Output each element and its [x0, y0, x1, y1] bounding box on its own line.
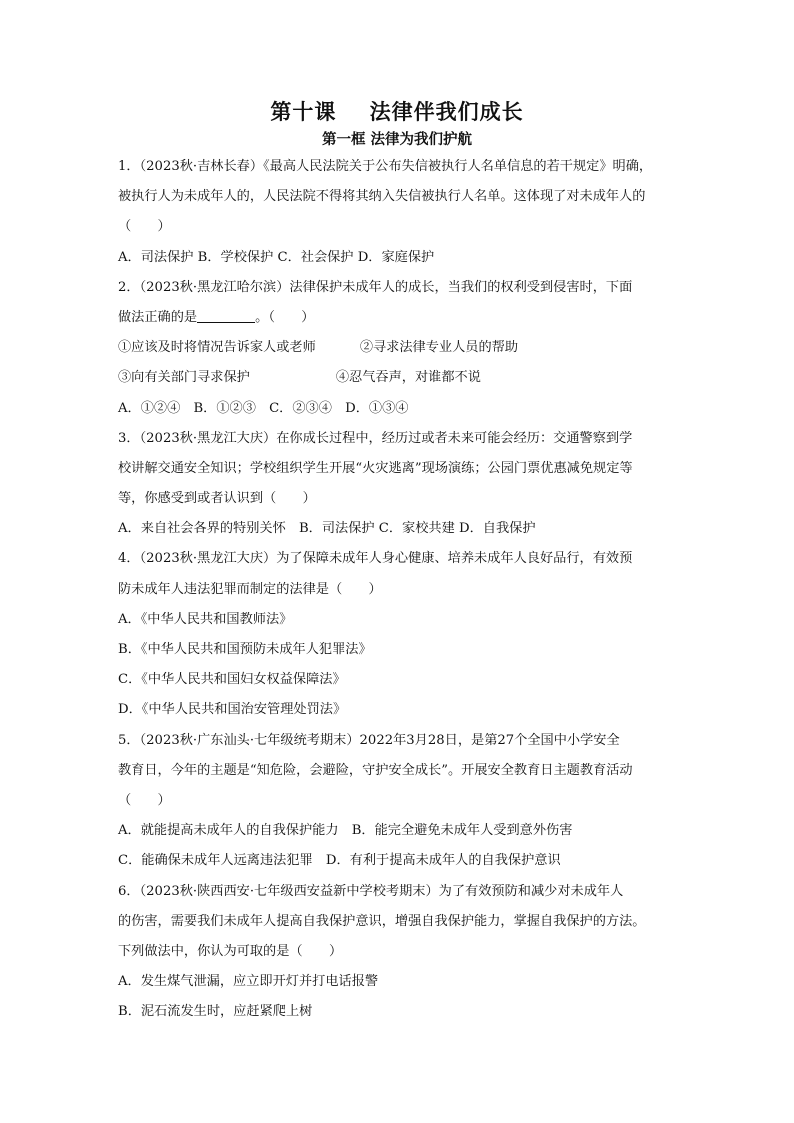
- section-subtitle: 第一框 法律为我们护航: [321, 131, 473, 148]
- question-4: [118, 544, 690, 725]
- question-stem-line: 校讲解交通安全知识；学校组织学生开展“火灾逃离”现场演练；公园门票优惠减免规定等: [118, 460, 633, 476]
- question-list: [118, 152, 690, 1027]
- question-stem-line: （ ）: [118, 792, 171, 808]
- question-options: A．①②④ B．①②③ C．②③④ D．①③④: [118, 400, 409, 416]
- question-option: A．就能提高未成年人的自我保护能力 B．能完全避免未成年人受到意外伤害: [118, 823, 573, 839]
- question-stem-line: 5．（2023秋·广东汕头·七年级统考期末）2022年3月28日，是第27个全国中小学安全: [118, 732, 620, 748]
- question-stem-line: 3．（2023秋·黑龙江大庆）在你成长过程中，经历过或者未来可能会经历：交通警察到学: [118, 430, 633, 446]
- question-stem-line: 1．（2023秋·吉林长春）《最高人民法院关于公布失信被执行人名单信息的若干规定》明确，: [118, 159, 653, 174]
- question-stem-line: 4．（2023秋·黑龙江大庆）为了保障未成年人身心健康、培养未成年人良好品行，有效预: [118, 551, 633, 567]
- lesson-title: 第十课 法律伴我们成长: [270, 99, 524, 124]
- choice-items-row: [118, 333, 690, 363]
- stem-text: 。（ ）: [255, 309, 315, 325]
- question-stem-line: 下列做法中，你认为可取的是（ ）: [118, 943, 343, 959]
- question-5: [118, 726, 690, 877]
- question-options: A．来自社会各界的特别关怀 B．司法保护 C．家校共建 D．自我保护: [118, 521, 536, 537]
- question-stem-line: 防未成年人违法犯罪而制定的法律是（ ）: [118, 581, 382, 597]
- question-option: B．《中华人民共和国预防未成年人犯罪法》: [118, 642, 372, 657]
- question-6: [118, 877, 690, 1028]
- question-options: A．司法保护 B．学校保护 C．社会保护 D．家庭保护: [118, 249, 435, 265]
- choice-items-row: [118, 363, 690, 393]
- choice-item: ②寻求法律专业人员的帮助: [359, 340, 519, 356]
- choice-item: ④忍气吞声，对谁都不说: [335, 370, 481, 386]
- question-stem-line: 6．（2023秋·陕西西安·七年级西安益新中学校考期末）为了有效预防和减少对未成年人: [118, 883, 624, 899]
- question-option: B．泥石流发生时，应赶紧爬上树: [118, 1004, 313, 1020]
- question-stem-line: 的伤害，需要我们未成年人提高自我保护意识，增强自我保护能力，掌握自我保护的方法。: [118, 913, 646, 929]
- question-stem-line: （ ）: [118, 219, 171, 235]
- question-option: D．《中华人民共和国治安管理处罚法》: [118, 702, 347, 718]
- stem-text: 做法正确的是: [118, 309, 198, 325]
- choice-item: ③向有关部门寻求保护: [118, 370, 250, 386]
- question-1: [118, 152, 690, 273]
- question-stem-line: 被执行人为未成年人的，人民法院不得将其纳入失信被执行人名单。这体现了对未成年人的: [118, 189, 646, 205]
- question-option: A．发生煤气泄漏，应立即开灯并打电话报警: [118, 974, 379, 990]
- question-stem-line: 教育日，今年的主题是“知危险，会避险，守护安全成长”。开展安全教育日主题教育活动: [118, 762, 633, 778]
- question-2: [118, 273, 690, 424]
- question-option: C．《中华人民共和国妇女权益保障法》: [118, 672, 346, 688]
- question-option: A．《中华人民共和国教师法》: [118, 611, 293, 627]
- question-3: [118, 424, 690, 545]
- choice-item: ①应该及时将情况告诉家人或老师: [118, 340, 316, 356]
- question-stem-line: 等，你感受到或者认识到（ ）: [118, 491, 316, 507]
- answer-blank: [197, 308, 255, 323]
- question-stem-line: 2．（2023秋·黑龙江哈尔滨）法律保护未成年人的成长，当我们的权利受到侵害时，下面: [118, 279, 633, 295]
- question-option: C．能确保未成年人远离违法犯罪 D．有利于提高未成年人的自我保护意识: [118, 853, 561, 869]
- question-stem-line: [118, 303, 690, 333]
